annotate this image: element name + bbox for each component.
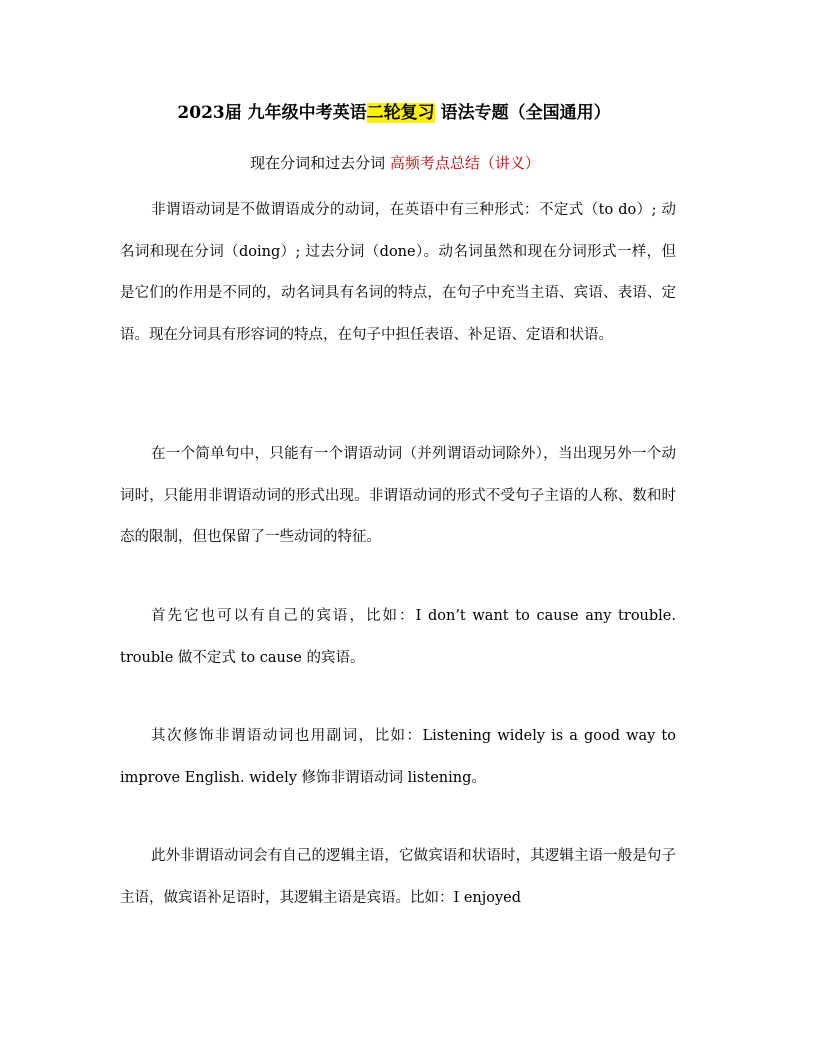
paragraph-logical-subject: 此外非谓语动词会有自己的逻辑主语，它做宾语和状语时，其逻辑主语一般是句子主语，做宾语补足语时，其逻辑主语是宾语。比如：I enjoyed	[120, 848, 676, 906]
subtitle-accent: 高频考点总结（讲义）	[389, 154, 540, 172]
title-prefix: 2023届 九年级中考英语	[177, 103, 367, 123]
subtitle-main: 现在分词和过去分词	[250, 154, 390, 172]
document-subtitle	[0, 150, 790, 176]
title-suffix: 语法专题（全国通用）	[434, 103, 611, 123]
document-title	[0, 99, 788, 127]
paragraph-simple-sentence-rule: 在一个简单句中，只能有一个谓语动词（并列谓语动词除外），当出现另外一个动词时，只能用非谓语动词的形式出现。非谓语动词的形式不受句子主语的人称、数和时态的限制，但也保留了一些动词的特征。	[120, 446, 676, 545]
paragraph-adverb-modifier: 其次修饰非谓语动词也用副词，比如：Listening widely is a good way to improve English. widely 修饰非谓语动词 listening。	[120, 728, 676, 786]
paragraph-nonfinite-verbs-intro: 非谓语动词是不做谓语成分的动词，在英语中有三种形式：不定式（to do）; 动名词和现在分词（doing）; 过去分词（done）。动名词虽然和现在分词形式一样，但是它们的作用是不同的，动名词具有名词的特点，在句子中充当主语、宾语、表语、定语。现在分词具有形容词的特点，在句子中担任表语、补足语、定语和状语。	[120, 202, 676, 343]
paragraph-own-object: 首先它也可以有自己的宾语，比如：I don’t want to cause any trouble. trouble 做不定式 to cause 的宾语。	[120, 608, 676, 666]
title-highlight: 二轮复习	[366, 103, 435, 123]
